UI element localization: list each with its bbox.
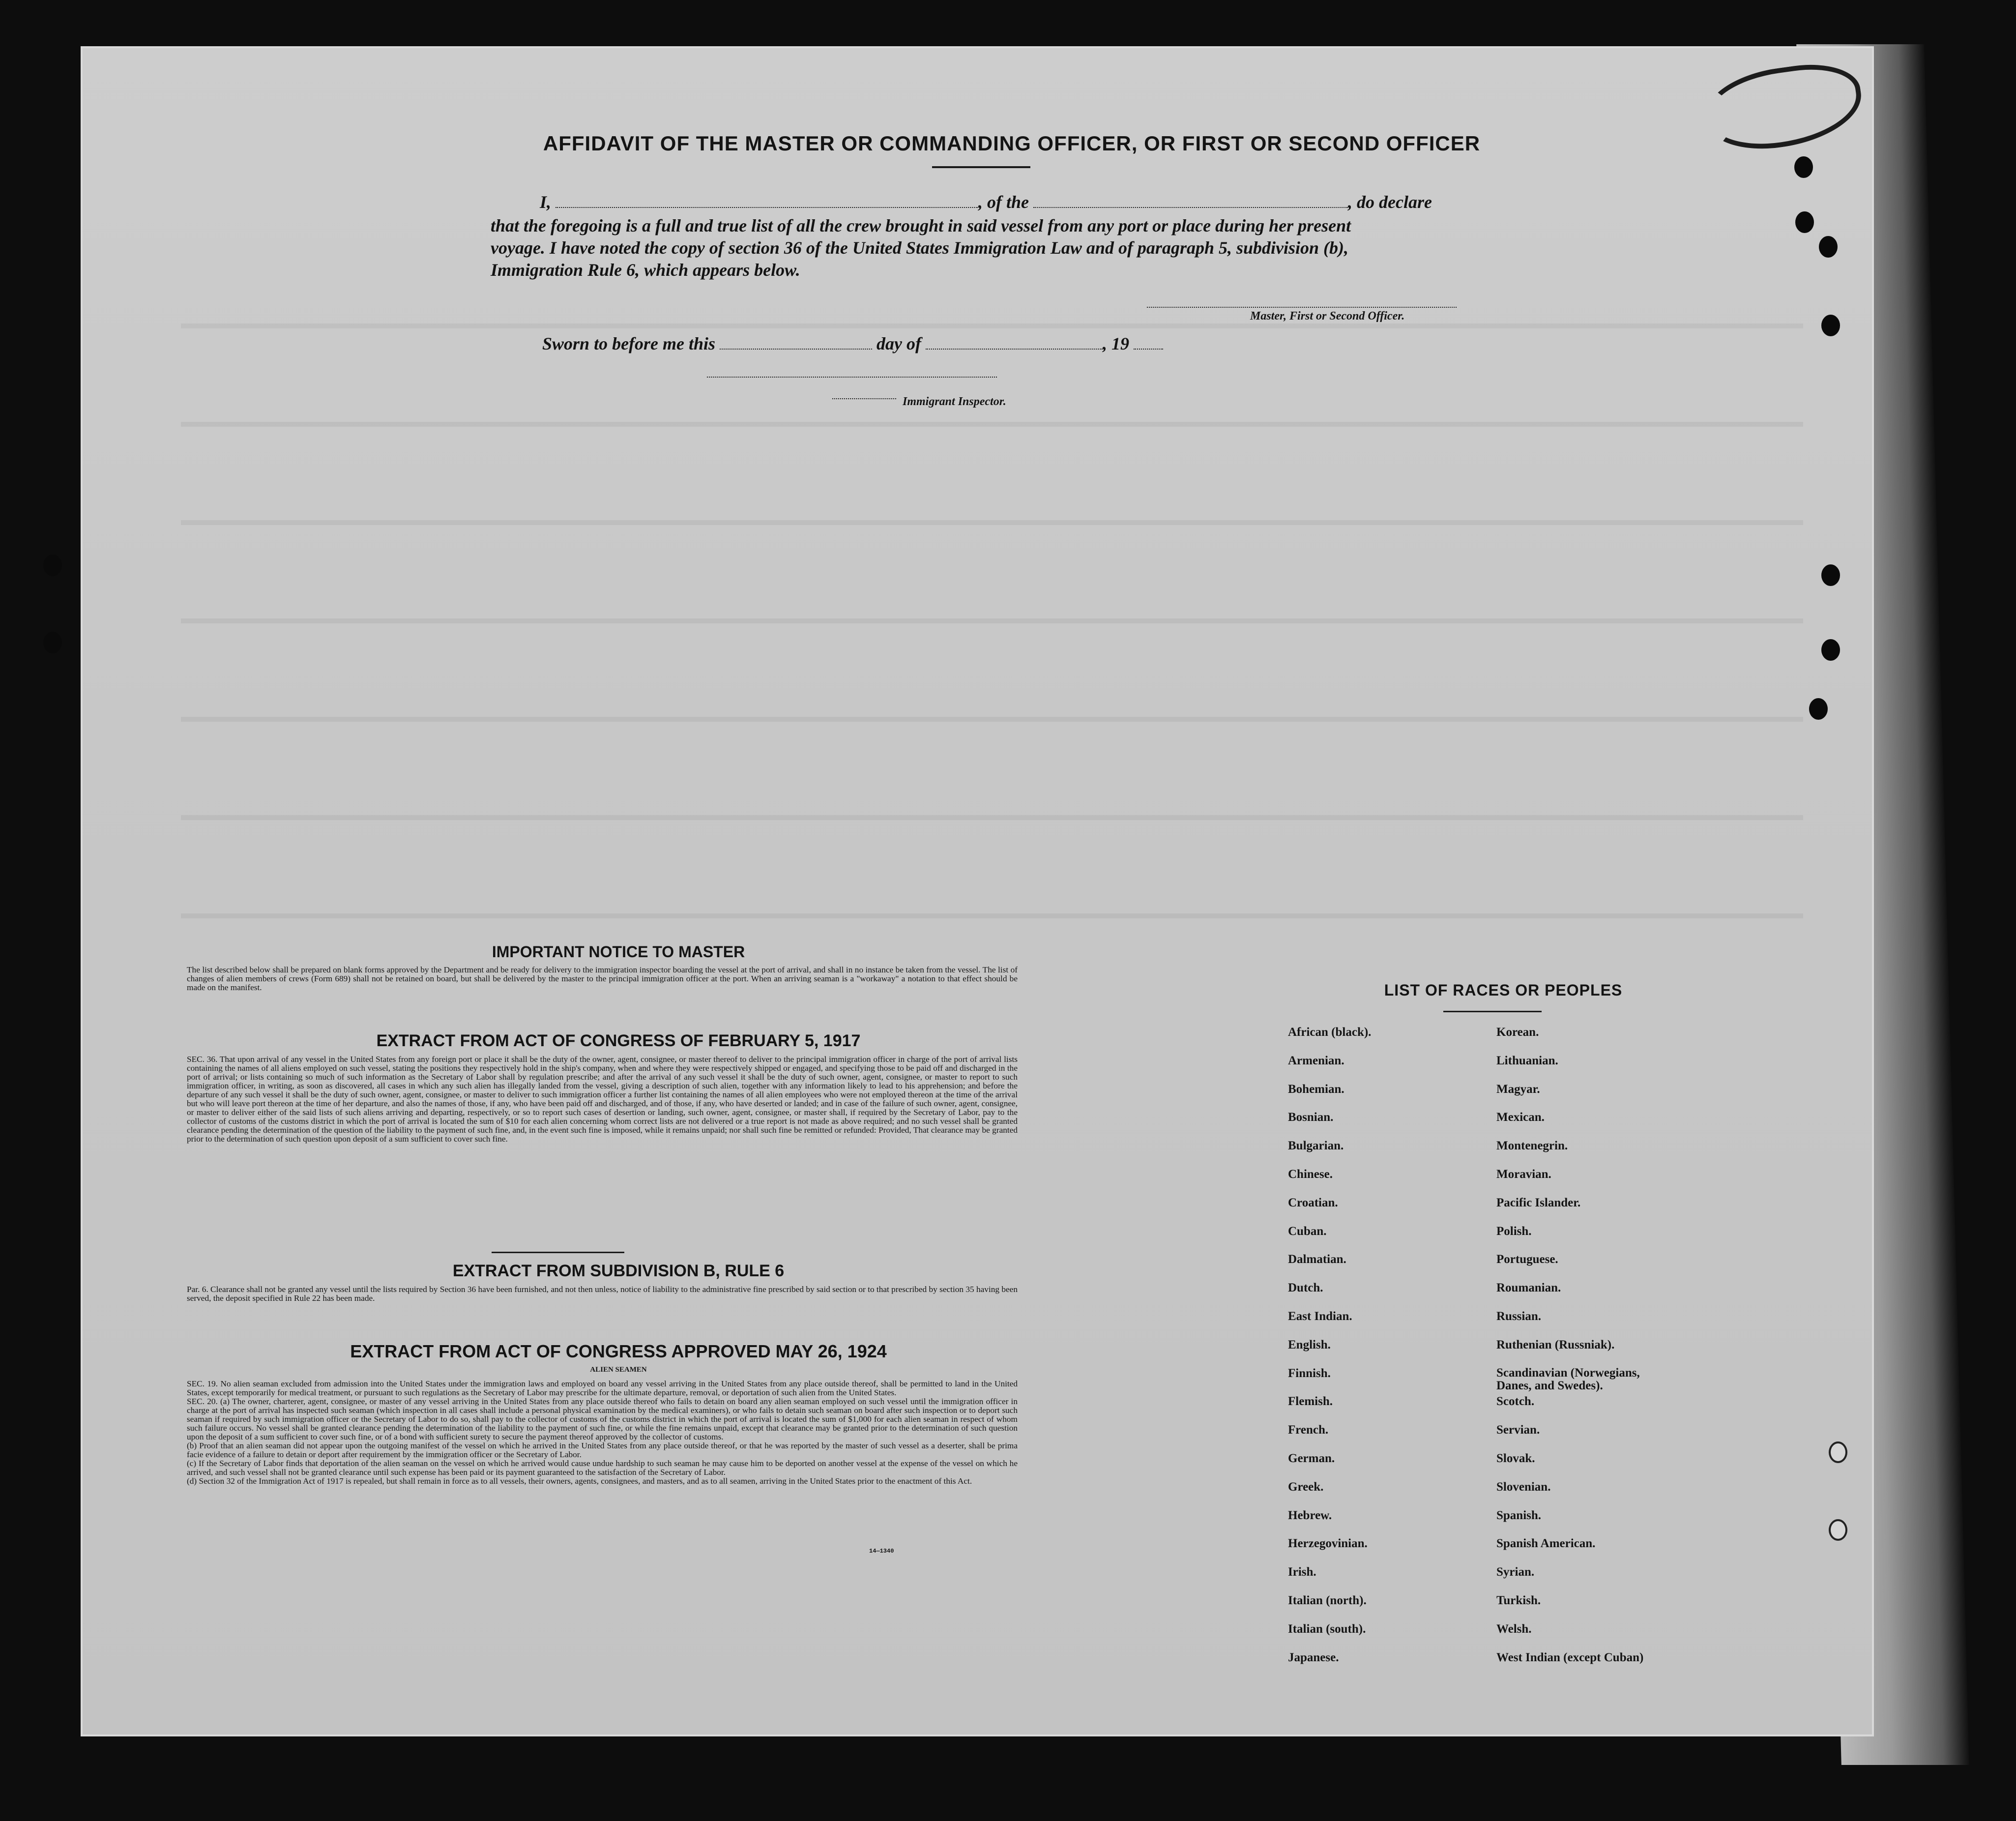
extract-1924-text	[187, 1380, 1018, 1486]
notice-title: IMPORTANT NOTICE TO MASTER	[492, 943, 745, 961]
inspector-label: Immigrant Inspector.	[903, 395, 1006, 408]
race-item: Welsh.	[1496, 1622, 1532, 1636]
race-item: Hebrew.	[1288, 1508, 1332, 1522]
race-item: Montenegrin.	[1496, 1139, 1568, 1153]
race-item: Servian.	[1496, 1423, 1540, 1437]
race-item: Mexican.	[1496, 1111, 1545, 1124]
race-item: French.	[1288, 1423, 1329, 1437]
race-item: Lithuanian.	[1496, 1054, 1558, 1067]
race-item: Bulgarian.	[1288, 1139, 1344, 1153]
bleed-through-row	[181, 913, 1803, 918]
affidavit-declare: , do declare	[1348, 192, 1432, 212]
race-item: Slovak.	[1496, 1451, 1535, 1465]
sec-20a: SEC. 20. (a) The owner, charterer, agent, consignee, or master of any vessel arriving in the United States from any place outside thereof who fails to detain on board any alien seaman employed on such vessel until the immigration officer in charge at the port of arrival has inspected such seaman (which inspection in all cases shall include a personal physical examination by the medical examiners), or who fails to detain such seaman on board after such inspection or to deport such seaman if required by such immigration officer or the Secretary of Labor to do so, shall pay to the collector of customs of the customs district in which the port of arrival is located the sum of $1,000 for each alien seaman in respect of whom such failure occurs. No vessel shall be granted clearance pending the determination of the liability to the payment of such fine, or while the fine remains unpaid, except that clearance may be granted prior to the determination of such question upon the deposit of a sum sufficient to cover such fine, or of a bond with sufficient surety to secure the payment thereof approved by the collector of customs.	[187, 1397, 1018, 1441]
vessel-blank[interactable]	[1033, 203, 1348, 208]
extract-rule6-text: Par. 6. Clearance shall not be granted any vessel until the lists required by Section 36 have been furnished, and not then unless, notice of liability to the administrative fine prescribed by said section or to that prescribed by section 35 having been served, the deposit specified in Rule 22 has been made.	[187, 1285, 1018, 1303]
sworn-line	[542, 333, 1163, 354]
race-item: East Indian.	[1288, 1309, 1352, 1323]
races-title-rule	[1443, 1011, 1542, 1012]
affidavit-i: I,	[540, 192, 552, 212]
punch-hole	[1809, 698, 1828, 720]
extract-1917-text: SEC. 36. That upon arrival of any vessel in the United States from any foreign port or place it shall be the duty of the owner, agent, consignee, or master thereof to deliver to the principal immigration officer in charge of the port of arrival lists containing the names of all aliens employed on such vessel, stating the positions they respectively hold in the ship's company, when and where they were respectively shipped or engaged, and specifying those to be paid off and discharged in the port of arrival; or lists containing so much of such information as the Secretary of Labor shall by regulation prescribe; and after the arrival of any such vessel it shall be the duty of such owner, agent, consignee, or master to report to such immigration officer, in writing, as soon as discovered, all cases in which any such alien has illegally landed from the vessel, giving a description of such alien, together with any information likely to lead to his apprehension; and before the departure of any such vessel it shall be the duty of such owner, agent, consignee, or master to deliver to such immigration officer a further list containing the names of all alien employees who were not employed thereon at the time of the arrival but who will leave port thereon at the time of her departure, and also the names of those, if any, who have been paid off and discharged, and of those, if any, who have deserted or landed; and in case of the failure of such owner, agent, consignee, or master to deliver either of the said lists of such aliens arriving and departing, respectively, or so to report such cases of desertion or landing, such owner, agent, consignee, or master shall, if required by the Secretary of Labor, pay to the collector of customs of the customs district in which the port of arrival is located the sum of $10 for each alien concerning whom correct lists are not delivered or a true report is not made as above required; and no such vessel shall be granted clearance pending the determination of the question of the liability to the payment of such fine, and, in the event such fine is imposed, while it remains unpaid; nor shall such fine be remitted or refunded: Provided, That clearance may be granted prior to the determination of such question upon deposit of a sum sufficient to cover such fine.	[187, 1055, 1018, 1144]
notice-text: The list described below shall be prepared on blank forms approved by the Department and be ready for delivery to the immigration inspector boarding the vessel at the port of arrival, and shall in no instance be taken from the vessel. The list of changes of alien members of crews (Form 689) shall not be retained on board, but shall be delivered by the master to the principal immigration officer at the port. When an arriving seaman is a "workaway" a notation to that effect should be made on the manifest.	[187, 965, 1018, 992]
extract-1917-title: EXTRACT FROM ACT OF CONGRESS OF FEBRUARY 5, 1917	[376, 1031, 861, 1050]
sec-20d: (d) Section 32 of the Immigration Act of 1917 is repealed, but shall remain in force as to all vessels, their owners, agents, consignees, and masters, and as to all seamen, arriving in the United States prior to the enactment of this Act.	[187, 1476, 972, 1486]
race-item: Dalmatian.	[1288, 1253, 1346, 1266]
punch-hole	[1821, 564, 1840, 586]
race-item: Slovenian.	[1496, 1480, 1551, 1494]
race-item: Russian.	[1496, 1309, 1542, 1323]
bleed-through-row	[181, 815, 1803, 820]
race-item: Ruthenian (Russniak).	[1496, 1338, 1615, 1351]
bleed-through-row	[181, 618, 1803, 623]
bleed-through-row	[181, 422, 1803, 427]
races-title: LIST OF RACES OR PEOPLES	[1384, 981, 1623, 999]
inspector-short-line	[832, 394, 896, 399]
race-item: Cuban.	[1288, 1224, 1327, 1238]
year-text: , 19	[1103, 334, 1130, 353]
race-item: Roumanian.	[1496, 1281, 1561, 1295]
section-rule	[492, 1252, 624, 1253]
alien-seamen-subtitle: ALIEN SEAMEN	[590, 1366, 647, 1374]
sworn-month-blank[interactable]	[926, 345, 1103, 350]
race-item: Moravian.	[1496, 1167, 1551, 1181]
form-number: 14—1340	[869, 1548, 894, 1555]
race-item: Dutch.	[1288, 1281, 1323, 1295]
punch-hole	[1795, 211, 1814, 233]
punch-hole	[1819, 236, 1838, 258]
bleed-through-row	[181, 323, 1803, 328]
punch-hole	[43, 632, 62, 653]
affidavit-title: AFFIDAVIT OF THE MASTER OR COMMANDING OFFICER, OR FIRST OR SECOND OFFICER	[543, 132, 1481, 155]
race-item: Finnish.	[1288, 1366, 1331, 1380]
race-item: Scandinavian (Norwegians, Danes, and Swedes).	[1496, 1366, 1640, 1392]
sec-20b: (b) Proof that an alien seaman did not appear upon the outgoing manifest of the vessel on which he arrived in the United States from any place outside thereof, or that he was reported by the master of such vessel as a deserter, shall be prima facie evidence of a failure to detain or deport after requirement by the immigration officer or the Secretary of Labor.	[187, 1441, 1018, 1459]
race-item: Korean.	[1496, 1026, 1539, 1039]
bleed-through-row	[181, 520, 1803, 525]
sworn-day-blank[interactable]	[720, 345, 872, 350]
race-item: Irish.	[1288, 1565, 1316, 1579]
inspector-signature-line[interactable]	[707, 373, 997, 378]
race-item: Chinese.	[1288, 1167, 1333, 1181]
punch-hole	[1829, 1441, 1847, 1463]
race-item: Italian (north).	[1288, 1593, 1367, 1607]
bleed-through-row	[181, 717, 1803, 722]
race-item: Greek.	[1288, 1480, 1324, 1494]
affidavit-line-1	[540, 192, 1432, 212]
race-item: Spanish.	[1496, 1508, 1542, 1522]
race-item: West Indian (except Cuban)	[1496, 1650, 1644, 1664]
title-rule	[932, 166, 1030, 168]
punch-hole	[43, 555, 62, 576]
affidavit-line-3: voyage. I have noted the copy of section 36 of the United States Immigration Law and of paragraph 5, subdivision (b),	[491, 238, 1348, 258]
manifest-back-page	[83, 48, 1872, 1734]
race-item: Syrian.	[1496, 1565, 1535, 1579]
name-blank[interactable]	[555, 203, 978, 208]
sworn-text: Sworn to before me this	[542, 334, 716, 353]
punch-hole	[1829, 1519, 1847, 1541]
punch-hole	[1821, 315, 1840, 336]
day-of-text: day of	[877, 334, 922, 353]
affidavit-line-4: Immigration Rule 6, which appears below.	[491, 260, 800, 280]
race-item: Scotch.	[1496, 1395, 1535, 1409]
punch-hole	[1794, 156, 1813, 178]
affidavit-line-2: that the foregoing is a full and true list of all the crew brought in said vessel from any port or place during her present	[491, 216, 1351, 235]
race-item: German.	[1288, 1451, 1335, 1465]
race-item: Turkish.	[1496, 1593, 1541, 1607]
race-item: Magyar.	[1496, 1082, 1540, 1096]
race-item: Portuguese.	[1496, 1253, 1558, 1266]
extract-rule6-title: EXTRACT FROM SUBDIVISION B, RULE 6	[452, 1262, 785, 1280]
race-item: Pacific Islander.	[1496, 1196, 1581, 1209]
race-item: Croatian.	[1288, 1196, 1338, 1209]
races-right-column	[1496, 1026, 1673, 1679]
race-item: Herzegovinian.	[1288, 1537, 1368, 1551]
extract-1924-title: EXTRACT FROM ACT OF CONGRESS APPROVED MAY 26, 1924	[350, 1341, 887, 1361]
race-item: Italian (south).	[1288, 1622, 1366, 1636]
race-item: Spanish American.	[1496, 1537, 1596, 1551]
race-item: English.	[1288, 1338, 1331, 1351]
race-item: Flemish.	[1288, 1395, 1333, 1409]
affidavit-of-the: , of the	[978, 192, 1029, 212]
race-item: Bosnian.	[1288, 1111, 1334, 1124]
master-signature-label: Master, First or Second Officer.	[1250, 310, 1405, 323]
punch-hole	[1821, 639, 1840, 661]
race-item: African (black).	[1288, 1026, 1372, 1039]
master-signature-line[interactable]	[1147, 303, 1457, 308]
sec-19: SEC. 19. No alien seaman excluded from admission into the United States under the immigration laws and employed on board any vessel arriving in the United States from any place outside thereof, shall be permitted to land in the United States, except temporarily for medical treatment, or pursuant to such regulations as the Secretary of Labor may prescribe for the ultimate departure, removal, or deportation of such alien from the United States.	[187, 1379, 1018, 1397]
race-item: Japanese.	[1288, 1650, 1339, 1664]
race-item: Bohemian.	[1288, 1082, 1344, 1096]
sworn-year-blank[interactable]	[1134, 345, 1163, 350]
races-left-column	[1288, 1026, 1371, 1679]
race-item: Polish.	[1496, 1224, 1532, 1238]
race-item: Armenian.	[1288, 1054, 1344, 1067]
sec-20c: (c) If the Secretary of Labor finds that deportation of the alien seaman on the vessel on which he arrived would cause undue hardship to such seaman he may cause him to be deported on another vessel at the expense of the vessel on which he arrived, and such vessel shall not be granted clearance until such expense has been paid or its payment guaranteed to the satisfaction of the Secretary of Labor.	[187, 1459, 1018, 1477]
